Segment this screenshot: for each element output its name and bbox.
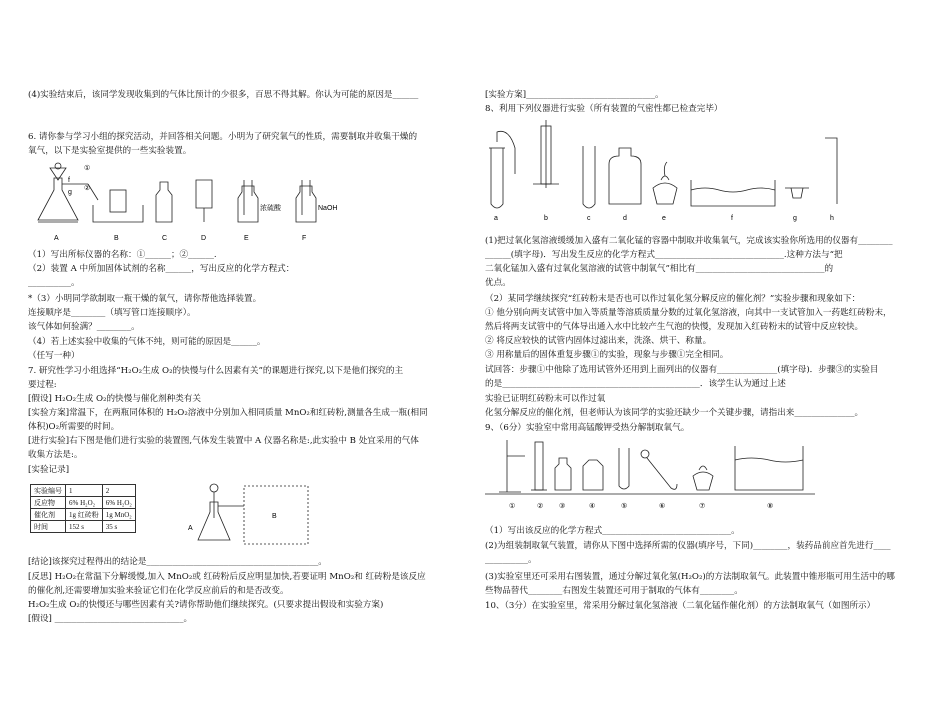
q8-stem: 8、利用下列仪器进行实验（所有装置的气密性都已检查完毕） — [485, 104, 723, 114]
label-f: f — [731, 215, 733, 222]
q10-stem: 10、（3分）在实验室里，常采用分解过氧化氢溶液（二氧化锰作催化剂）的方法制取氧气（如图所示） — [485, 601, 876, 611]
q7-reflection-line1: [反思] H₂O₂在常温下分解缓慢,加入 MnO₂或 红砖粉后反应明显加快,若要证明 MnO₂和 红砖粉是该反应 — [28, 572, 426, 582]
q7-hypothesis: [假设] H₂O₂生成 O₂的快慢与催化剂种类有关 — [28, 394, 201, 404]
q9-part2-line1: (2)为组装制取氧气装置，请你从下图中选择所需的仪器(填序号，下同)________，装药品前应首先进行____ — [485, 541, 891, 551]
label-2: ② — [537, 503, 544, 510]
q6-part1: （1）写出所标仪器的名称：①______；②______. — [28, 250, 217, 260]
label-f: F — [302, 235, 307, 242]
q9-part2-line2: __________。 — [485, 555, 537, 565]
q8-apparatus-figure — [485, 118, 845, 224]
tag-g: g — [68, 189, 72, 196]
label-h: h — [830, 215, 834, 222]
label-a: A — [54, 235, 59, 242]
label-b: B — [114, 235, 119, 242]
label-8: ⑧ — [767, 503, 774, 510]
q7-plan-blank: [实验方案]______________________________。 — [485, 90, 664, 100]
label-g: g — [793, 215, 797, 222]
label-6: ⑥ — [659, 503, 666, 510]
q8-part2-stem: （2）某同学继续探究“红砖粉末是否也可以作过氧化氢分解反应的催化剂？”实验步骤和现象如下： — [485, 294, 861, 304]
label-b: B — [272, 513, 277, 520]
q8-part1-line1: (1)把过氧化氢溶液缓缓加入盛有二氧化锰的容器中制取并收集氧气，完成该实验你所选用的仪器有________ — [485, 236, 893, 246]
q8-answer-line2: 的是______________________________________________．该学生认为通过上述 — [485, 379, 786, 389]
q8-part1-line4: 优点。 — [485, 278, 511, 288]
q8-answer-line3: 实验已证明红砖粉末可以作过氧 — [485, 394, 606, 404]
label-1: ① — [509, 503, 516, 510]
table-cell: 152 s — [66, 521, 103, 533]
label-b: b — [544, 215, 548, 222]
q6-part3: *（3）小明同学欲制取一瓶干燥的氧气，请你帮他选择装置。 — [28, 294, 262, 304]
q6-part4: （4）若上述实验中收集的气体不纯，则可能的原因是______。 — [28, 337, 266, 347]
tag-sulfuric-acid: 浓硫酸 — [260, 205, 281, 212]
q8-step3: ③ 用称量后的固体重复步骤①的实验，现象与步骤①完全相同。 — [485, 350, 729, 360]
label-4: ④ — [589, 503, 596, 510]
label-c: c — [587, 215, 591, 222]
q6-part3-order: 连接顺序是________（填写管口连接顺序）。 — [28, 308, 196, 318]
label-d: d — [623, 215, 627, 222]
label-e: e — [662, 215, 666, 222]
table-row — [31, 485, 136, 497]
table-cell: 反应物 — [31, 497, 66, 509]
table-cell: 1g 红砖粉 — [66, 509, 103, 521]
q5-part4: (4)实验结束后，该同学发现收集到的气体比预计的少很多，百思不得其解。你认为可能的原因是______ — [28, 90, 419, 100]
q7-conclusion: [结论]该探究过程得出的结论是________________________________________。 — [28, 557, 327, 567]
q9-part1: （1）写出该反应的化学方程式______________________________。 — [485, 526, 740, 536]
q9-stem: 9、（6分）实验室中常用高锰酸钾受热分解制取氧气。 — [485, 423, 690, 433]
label-5: ⑤ — [621, 503, 628, 510]
q8-part1-line2: ______(填字母)．写出发生反应的化学方程式______________________________.这种方法与“把 — [485, 250, 843, 260]
label-a: a — [494, 215, 498, 222]
q6-stem-line1: 6. 请你参与学习小组的探究活动，并回答相关问题。小明为了研究氧气的性质，需要制取并收集干燥的 — [28, 132, 418, 142]
q8-step2: ② 将反应较快的试管内固体过滤出来，洗涤、烘干、称量。 — [485, 336, 712, 346]
label-3: ③ — [559, 503, 566, 510]
q8-step1-line1: ① 他分别向两支试管中加入等质量等溶质质量分数的过氧化氢溶液，向其中一支试管加入一药匙红砖粉末， — [485, 308, 892, 318]
q8-answer-line1: 试回答：步骤①中他除了选用试管外还用到上面列出的仪器有______________(填字母)．步骤③的实验目 — [485, 365, 879, 375]
q6-part2: （2）装置 A 中所加固体试剂的名称______，写出反应的化学方程式： — [28, 264, 295, 274]
q7-stem-line1: 7. 研究性学习小组选择“H₂O₂生成 O₂的快慢与什么因素有关”的课题进行探究,以下是他们探究的主 — [28, 366, 404, 376]
label-7: ⑦ — [699, 503, 706, 510]
mark-2: ② — [84, 185, 91, 192]
table-cell: 1 — [66, 485, 103, 497]
record-table — [30, 484, 136, 533]
q6-part4-note: （任写一种） — [28, 351, 80, 361]
table-cell: 6% H₂O₂ — [102, 497, 135, 509]
table-cell: 2 — [102, 485, 135, 497]
tag-f: f — [68, 177, 70, 184]
label-a: A — [188, 525, 193, 532]
q6-stem-line2: 氧气，以下是实验室提供的一些实验装置。 — [28, 146, 192, 156]
q7-plan-line1: [实验方案]常温下，在两瓶同体积的 H₂O₂溶液中分别加入相同质量 MnO₂和红砖粉,测量各生成一瓶(相同 — [28, 408, 428, 418]
q8-part1-line3: 二氧化锰加入盛有过氧化氢溶液的试管中制氧气”相比有______________________________的 — [485, 264, 834, 274]
q7-experiment-line2: 收集方法是:。 — [28, 450, 83, 460]
q7-reflection-line2: 的催化剂,还需要增加实验来验证它们在化学反应前后的和是否改变。 — [28, 586, 289, 596]
q7-experiment-line1: [进行实验]右下图是他们进行实验的装置图,气体发生装置中 A 仪器名称是:,此实验中 B 处宜采用的气体 — [28, 436, 419, 446]
q7-stem-line2: 要过程: — [28, 380, 57, 390]
q7-plan-line2: 体积)O₂所需要的时间。 — [28, 422, 120, 432]
q7-record-title: [实验记录] — [28, 465, 70, 475]
tag-naoh: NaOH — [318, 205, 338, 212]
q6-apparatus-figure — [28, 160, 348, 248]
table-cell: 时间 — [31, 521, 66, 533]
q7-further: H₂O₂生成 O₂的快慢还与哪些因素有关?请你帮助他们继续探究。(只要求提出假设和实验方案) — [28, 600, 384, 610]
q9-part3-line2: 些物品替代________右图发生装置还可用于制取的气体有________。 — [485, 586, 743, 596]
table-cell: 6% H₂O₂ — [66, 497, 103, 509]
label-c: C — [162, 235, 168, 242]
q6-part3-check: 该气体如何验满？________。 — [28, 322, 140, 332]
q8-answer-line4: 化氢分解反应的催化剂，但老师认为该同学的实验还缺少一个关键步骤，请指出来______________。 — [485, 408, 864, 418]
q6-part2-blank: __________。 — [28, 278, 80, 288]
table-cell: 1g MnO₂ — [102, 509, 135, 521]
table-cell: 实验编号 — [31, 485, 66, 497]
table-row — [31, 521, 136, 533]
q9-apparatus-figure — [485, 436, 815, 516]
label-d: D — [201, 235, 207, 242]
table-cell: 35 s — [102, 521, 135, 533]
table-cell: 催化剂 — [31, 509, 66, 521]
table-row — [31, 497, 136, 509]
q9-part3-line1: (3)实验室里还可采用右图装置，通过分解过氧化氢(H₂O₂)的方法制取氧气。此装置中锥形瓶可用生活中的哪 — [485, 572, 895, 582]
label-e: E — [244, 235, 249, 242]
q7-apparatus-figure — [168, 478, 318, 550]
table-row — [31, 509, 136, 521]
mark-1: ① — [84, 165, 91, 172]
q8-step1-line2: 然后将两支试管中的气体导出通入水中比较产生气泡的快慢，发现加入红砖粉末的试管中反应较快。 — [485, 322, 864, 332]
q7-hypothesis-blank: [假设] ______________________________。 — [28, 614, 193, 624]
